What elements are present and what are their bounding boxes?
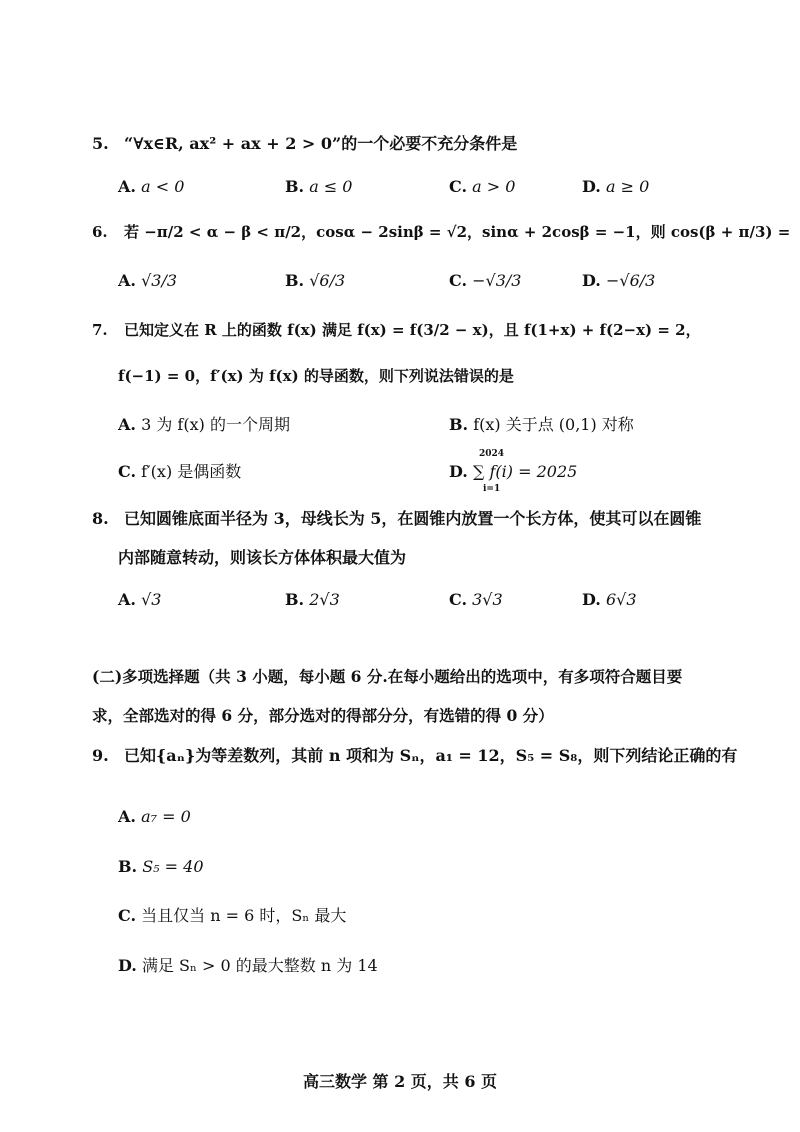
question-number: 9. bbox=[92, 746, 109, 765]
question-number: 7. bbox=[92, 321, 108, 339]
option-b: B. f(x) 关于点 (0,1) 对称 bbox=[449, 415, 634, 434]
question-number: 8. bbox=[92, 509, 109, 528]
question-stem-line-1: 已知定义在 R 上的函数 f(x) 满足 f(x) = f(3/2 − x)，且 f(1+x) + f(2−x) = 2， bbox=[124, 321, 701, 339]
option-c: C. 当且仅当 n = 6 时，Sₙ 最大 bbox=[118, 906, 347, 925]
option-d: D. a ≥ 0 bbox=[582, 177, 650, 196]
section-heading-line-2: 求，全部选对的得 6 分，部分选对的得部分分，有选错的得 0 分） bbox=[92, 706, 554, 725]
question-stem-line-1: 已知圆锥底面半径为 3，母线长为 5，在圆锥内放置一个长方体，使其可以在圆锥 bbox=[124, 509, 702, 528]
question-7-line-2: f(−1) = 0，f′(x) 为 f(x) 的导函数，则下列说法错误的是 bbox=[118, 367, 514, 385]
option-d: D. −√6/3 bbox=[582, 271, 656, 290]
option-a: A. √3/3 bbox=[118, 271, 178, 290]
question-7 bbox=[92, 319, 701, 341]
question-9 bbox=[92, 745, 737, 767]
option-c: C. f′(x) 是偶函数 bbox=[118, 462, 242, 481]
option-a: A. 3 为 f(x) 的一个周期 bbox=[118, 415, 290, 434]
question-6 bbox=[92, 221, 790, 243]
section-heading-line-1: (二)多项选择题（共 3 小题，每小题 6 分.在每小题给出的选项中，有多项符合题目要 bbox=[92, 667, 683, 686]
question-number: 5. bbox=[92, 134, 109, 153]
sum-lower-limit: i=1 bbox=[483, 484, 501, 494]
question-stem: “∀x∈R, ax² + ax + 2 > 0”的一个必要不充分条件是 bbox=[124, 134, 518, 153]
option-d: D. 6√3 bbox=[582, 590, 637, 609]
option-d: D. 满足 Sₙ > 0 的最大整数 n 为 14 bbox=[118, 956, 378, 975]
question-8 bbox=[92, 508, 701, 530]
option-d: D. 2024 i=1 ∑ f(i) = 2025 bbox=[449, 449, 578, 494]
option-b: B. 2√3 bbox=[285, 590, 340, 609]
question-5 bbox=[92, 133, 517, 155]
option-b: B. a ≤ 0 bbox=[285, 177, 353, 196]
question-8-line-2: 内部随意转动，则该长方体体积最大值为 bbox=[118, 548, 407, 567]
option-a: A. √3 bbox=[118, 590, 162, 609]
question-number: 6. bbox=[92, 223, 108, 241]
option-c: C. 3√3 bbox=[449, 590, 503, 609]
question-stem: 已知{aₙ}为等差数列，其前 n 项和为 Sₙ，a₁ = 12，S₅ = S₈，则下列结论正确的有 bbox=[124, 746, 738, 765]
option-c: C. a > 0 bbox=[449, 177, 516, 196]
option-b: B. √6/3 bbox=[285, 271, 346, 290]
question-stem: 若 −π/2 < α − β < π/2，cosα − 2sinβ = √2，sinα + 2cosβ = −1，则 cos(β + π/3) = bbox=[124, 223, 791, 241]
option-c: C. −√3/3 bbox=[449, 271, 522, 290]
option-a: A. a₇ = 0 bbox=[118, 807, 191, 826]
page-footer: 高三数学 第 2 页，共 6 页 bbox=[302, 1072, 498, 1091]
option-b: B. S₅ = 40 bbox=[118, 857, 204, 876]
sum-upper-limit: 2024 bbox=[479, 449, 505, 459]
option-a: A. a < 0 bbox=[118, 177, 185, 196]
